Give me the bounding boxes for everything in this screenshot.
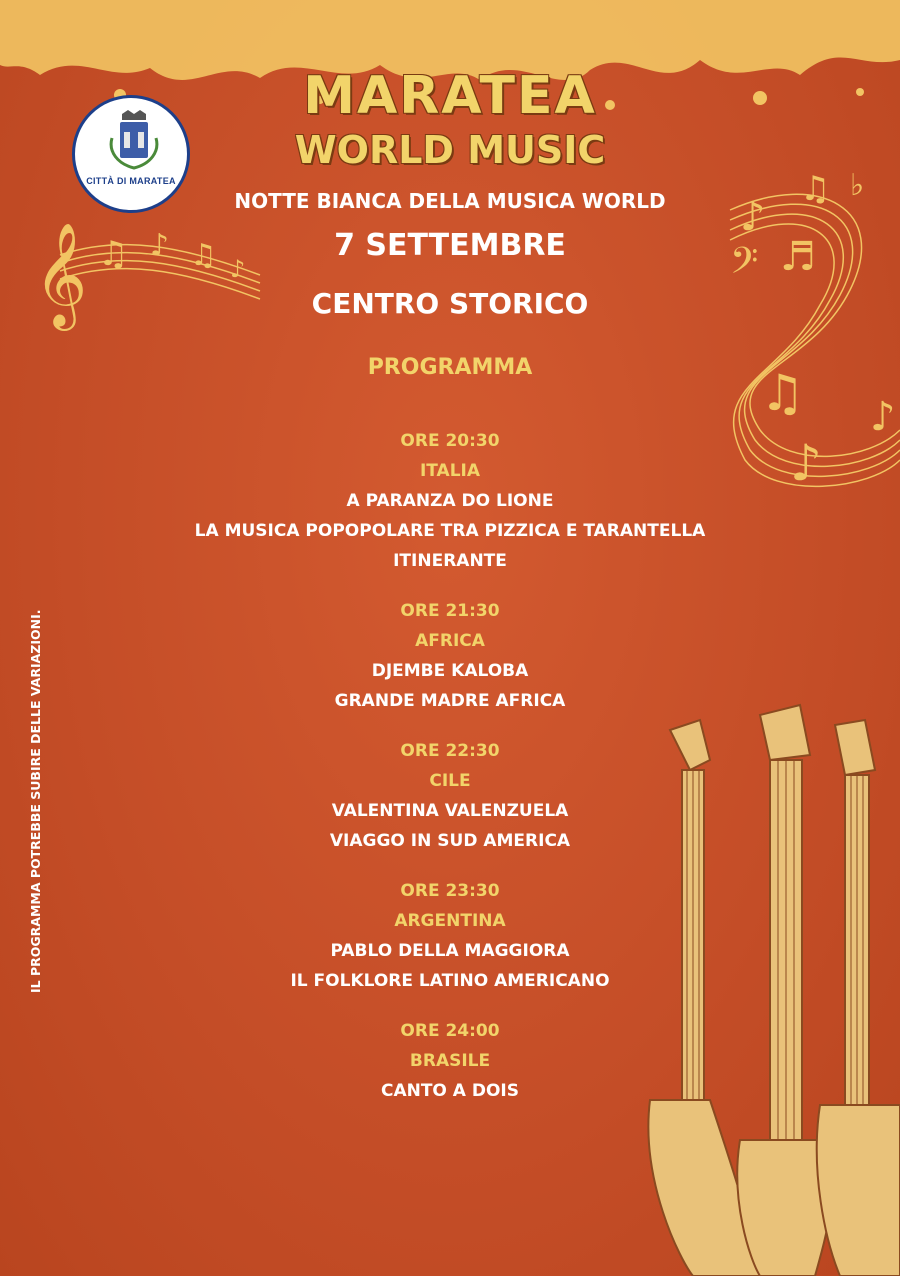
schedule-slot	[0, 1016, 900, 1106]
svg-text:♬: ♬	[780, 234, 816, 280]
slot-time: ORE 23:30	[400, 881, 500, 901]
slot-line: IL FOLKLORE LATINO AMERICANO	[290, 971, 610, 991]
slot-line: PABLO DELLA MAGGIORA	[330, 941, 570, 961]
slot-country: BRASILE	[409, 1051, 491, 1071]
slot-country: CILE	[429, 771, 471, 791]
event-title: MARATEA	[303, 66, 597, 126]
svg-text:♭: ♭	[850, 168, 865, 203]
svg-text:♪: ♪	[870, 394, 896, 440]
svg-text:♫: ♫	[800, 169, 831, 209]
svg-text:♪: ♪	[150, 228, 170, 263]
schedule-slot	[0, 426, 900, 576]
slot-line: DJEMBE KALOBA	[371, 661, 529, 681]
slot-time: ORE 24:00	[400, 1021, 500, 1041]
schedule-slot	[0, 876, 900, 996]
svg-text:♪: ♪	[740, 194, 766, 240]
event-tagline: NOTTE BIANCA DELLA MUSICA WORLD	[234, 189, 666, 213]
slot-line: CANTO A DOIS	[380, 1081, 520, 1101]
svg-text:♫: ♫	[98, 234, 129, 274]
svg-text:♫: ♫	[760, 364, 805, 422]
slot-country: ARGENTINA	[394, 911, 506, 931]
disclaimer-text: IL PROGRAMMA POTREBBE SUBIRE DELLE VARIAZIONI.	[28, 609, 43, 993]
slot-line: A PARANZA DO LIONE	[346, 491, 554, 511]
slot-country: ITALIA	[419, 461, 481, 481]
slot-line: ITINERANTE	[393, 551, 507, 571]
slot-time: ORE 22:30	[400, 741, 500, 761]
event-subtitle: WORLD MUSIC	[294, 128, 606, 172]
slot-line: LA MUSICA POPOPOLARE TRA PIZZICA E TARANTELLA	[194, 521, 706, 541]
svg-text:♪: ♪	[790, 434, 822, 492]
schedule-slot	[0, 736, 900, 856]
schedule-list	[0, 426, 900, 1126]
svg-text:♪: ♪	[230, 255, 246, 283]
slot-line: VALENTINA VALENZUELA	[331, 801, 569, 821]
slot-time: ORE 21:30	[400, 601, 500, 621]
logo-caption: CITTÀ DI MARATEA	[86, 176, 176, 186]
program-heading: PROGRAMMA	[367, 355, 533, 380]
event-location: CENTRO STORICO	[311, 287, 589, 320]
svg-text:𝄞: 𝄞	[34, 222, 88, 327]
svg-text:𝄢: 𝄢	[730, 240, 759, 291]
event-date: 7 SETTEMBRE	[334, 228, 566, 263]
svg-text:♫: ♫	[190, 238, 217, 273]
slot-country: AFRICA	[415, 631, 485, 651]
slot-time: ORE 20:30	[400, 431, 500, 451]
schedule-slot	[0, 596, 900, 716]
slot-line: GRANDE MADRE AFRICA	[334, 691, 566, 711]
slot-line: VIAGGO IN SUD AMERICA	[329, 831, 571, 851]
